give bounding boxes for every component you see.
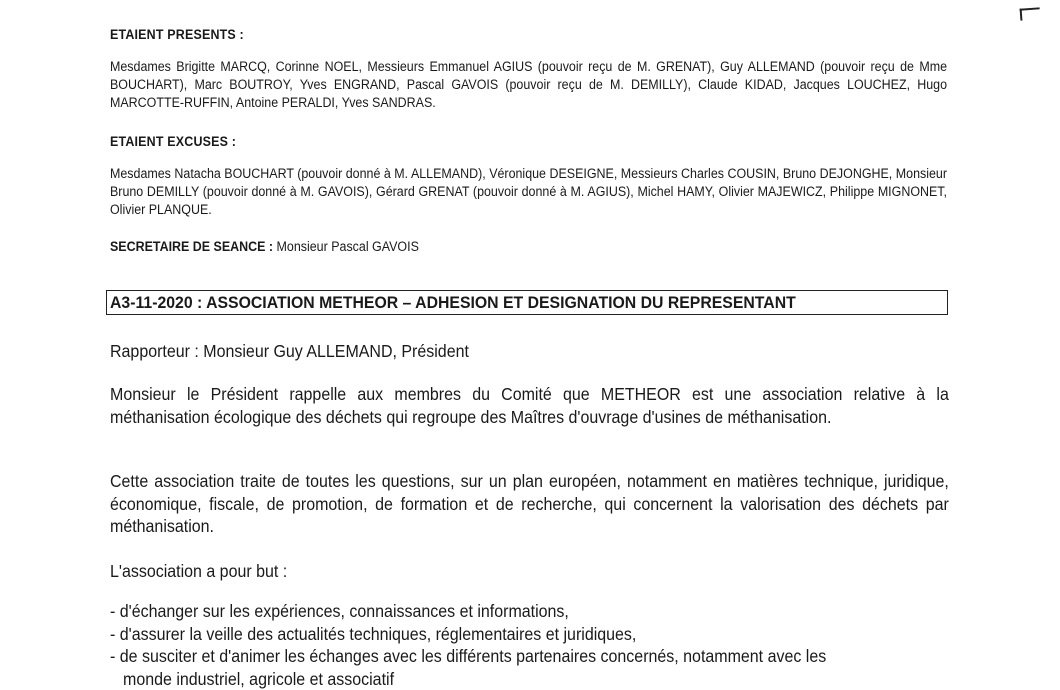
section-title-box [106,290,948,315]
secretaire-value: Monsieur Pascal GAVOIS [273,239,419,254]
corner-scan-mark [1020,7,1041,20]
excuses-heading: ETAIENT EXCUSES : [110,134,237,149]
purpose-item: - d'échanger sur les expériences, connaissances et informations, [110,601,569,621]
paragraph-intro: Monsieur le Président rappelle aux membres du Comité que METHEOR est une association relative à la méthanisation écologique des déchets qui regroupe des Maîtres d'ouvrage d'usines de méthanisation. [110,384,949,427]
purpose-list [110,600,949,690]
rapporteur-line: Rapporteur : Monsieur Guy ALLEMAND, Président [110,341,469,361]
purpose-item-continuation: monde industriel, agricole et associatif [123,668,395,689]
secretaire-label: SECRETAIRE DE SEANCE : [110,239,274,254]
paragraph-scope: Cette association traite de toutes les questions, sur un plan européen, notamment en matières technique, juridique, économique, fiscale, de promotion, de formation et de recherche, qui concernent la valorisation des déchets par méthanisation. [110,471,949,536]
purpose-intro: L'association a pour but : [110,561,288,581]
secretaire-line [110,238,889,256]
purpose-item: - de susciter et d'animer les échanges avec les différents partenaires concernés, notamment avec les [110,646,827,666]
excuses-list: Mesdames Natacha BOUCHART (pouvoir donné à M. ALLEMAND), Véronique DESEIGNE, Messieurs Charles COUSIN, Bruno DEJONGHE, Monsieur Bruno DEMILLY (pouvoir donné à M. GAVOIS), Gérard GRENAT (pouvoir donné à M. AGIUS), Michel HAMY, Olivier MAJEWICZ, Philippe MIGNONET, Olivier PLANQUE. [110,166,947,217]
presents-heading: ETAIENT PRESENTS : [110,27,244,42]
section-title: A3-11-2020 : ASSOCIATION METHEOR – ADHESION ET DESIGNATION DU REPRESENTANT [110,293,796,312]
purpose-item: - d'assurer la veille des actualités techniques, réglementaires et juridiques, [110,623,637,644]
presents-list: Mesdames Brigitte MARCQ, Corinne NOEL, Messieurs Emmanuel AGIUS (pouvoir reçu de M. GRENAT), Guy ALLEMAND (pouvoir reçu de Mme BOUCHART), Marc BOUTROY, Yves ENGRAND, Pascal GAVOIS (pouvoir reçu de M. DEMILLY), Claude KIDAD, Jacques LOUCHEZ, Hugo MARCOTTE-RUFFIN, Antoine PERALDI, Yves SANDRAS. [110,59,947,110]
